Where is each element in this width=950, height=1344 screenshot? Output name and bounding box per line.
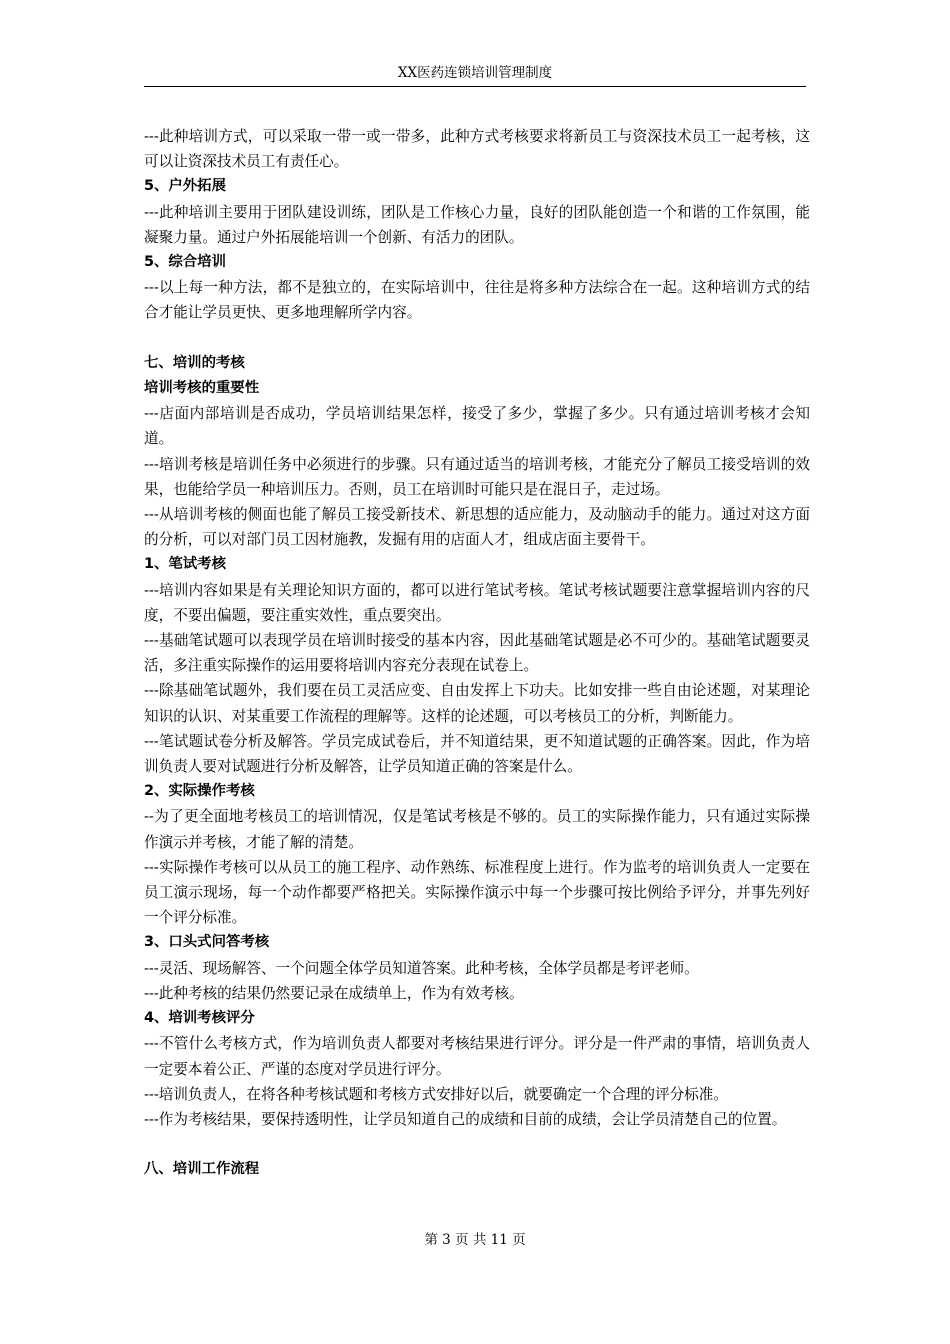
- paragraph: ---培训负责人，在将各种考核试题和考核方式安排好以后，就要确定一个合理的评分标准。: [144, 1085, 728, 1103]
- chapter-heading-7: 七、培训的考核: [144, 354, 245, 371]
- paragraph: --为了更全面地考核员工的培训情况，仅是笔试考核是不够的。员工的实际操作能力，只有通过实际操作演示并考核，才能了解的清楚。: [144, 808, 810, 851]
- paragraph: ---不管什么考核方式，作为培训负责人都要对考核结果进行评分。评分是一件严肃的事情，培训负责人一定要本着公正、严谨的态度对学员进行评分。: [144, 1035, 810, 1078]
- paragraph: ---培训内容如果是有关理论知识方面的，都可以进行笔试考核。笔试考核试题要注意掌握培训内容的尺度，不要出偏题，要注重实效性，重点要突出。: [144, 581, 810, 624]
- paragraph: ---此种培训方式，可以采取一带一或一带多，此种方式考核要求将新员工与资深技术员工一起考核，这可以让资深技术员工有责任心。: [144, 128, 810, 171]
- paragraph: ---作为考核结果，要保持透明性，让学员知道自己的成绩和目前的成绩，会让学员清楚自己的位置。: [144, 1110, 787, 1128]
- paragraph: ---培训考核是培训任务中必须进行的步骤。只有通过适当的培训考核，才能充分了解员工接受培训的效果，也能给学员一种培训压力。否则，员工在培训时可能只是在混日子，走过场。: [144, 455, 810, 498]
- paragraph: ---基础笔试题可以表现学员在培训时接受的基本内容，因此基础笔试题是必不可少的。基础笔试题要灵活，多注重实际操作的运用要将培训内容充分表现在试卷上。: [144, 632, 810, 675]
- paragraph: ---店面内部培训是否成功，学员培训结果怎样，接受了多少，掌握了多少。只有通过培训考核才会知道。: [144, 405, 810, 448]
- header-divider: [144, 86, 806, 87]
- paragraph: ---此种考核的结果仍然要记录在成绩单上，作为有效考核。: [144, 984, 524, 1002]
- document-body: [144, 124, 810, 1183]
- section-heading-oral: 3、口头式问答考核: [144, 934, 270, 951]
- paragraph: ---实际操作考核可以从员工的施工程序、动作熟练、标准程度上进行。作为监考的培训负责人一定要在员工演示现场，每一个动作都要严格把关。实际操作演示中每一个步骤可按比例给予评分，并事先列好一个评分标准。: [144, 858, 810, 927]
- spacer: [144, 1132, 810, 1157]
- paragraph: ---从培训考核的侧面也能了解员工接受新技术、新思想的适应能力，及动脑动手的能力。通过对这方面的分析，可以对部门员工因材施教，发掘有用的店面人才，组成店面主要骨干。: [144, 506, 810, 549]
- section-heading-outdoor: 5、户外拓展: [144, 178, 226, 195]
- spacer: [144, 326, 810, 351]
- paragraph: ---以上每一种方法，都不是独立的，在实际培训中，往往是将多种方法综合在一起。这种培训方式的结合才能让学员更快、更多地理解所学内容。: [144, 279, 810, 322]
- section-heading-written: 1、笔试考核: [144, 556, 226, 573]
- chapter-heading-8: 八、培训工作流程: [144, 1161, 260, 1178]
- section-heading-practical: 2、实际操作考核: [144, 783, 255, 800]
- paragraph: ---除基础笔试题外，我们要在员工灵活应变、自由发挥上下功夫。比如安排一些自由论述题，对某理论知识的认识、对某重要工作流程的理解等。这样的论述题，可以考核员工的分析，判断能力。: [144, 682, 810, 725]
- section-heading-importance: 培训考核的重要性: [144, 380, 260, 397]
- section-heading-scoring: 4、培训考核评分: [144, 1010, 255, 1027]
- paragraph: ---灵活、现场解答、一个问题全体学员知道答案。此种考核，全体学员都是考评老师。: [144, 959, 699, 977]
- section-heading-combined: 5、综合培训: [144, 254, 226, 271]
- paragraph: ---此种培训主要用于团队建设训练，团队是工作核心力量，良好的团队能创造一个和谐的工作氛围，能凝聚力量。通过户外拓展能培训一个创新、有活力的团队。: [144, 203, 810, 246]
- page-header: XX医药连锁培训管理制度: [397, 65, 553, 81]
- paragraph: ---笔试题试卷分析及解答。学员完成试卷后，并不知道结果，更不知道试题的正确答案。因此，作为培训负责人要对试题进行分析及解答，让学员知道正确的答案是什么。: [144, 732, 810, 776]
- page-number: 第 3 页 共 11 页: [424, 1232, 526, 1248]
